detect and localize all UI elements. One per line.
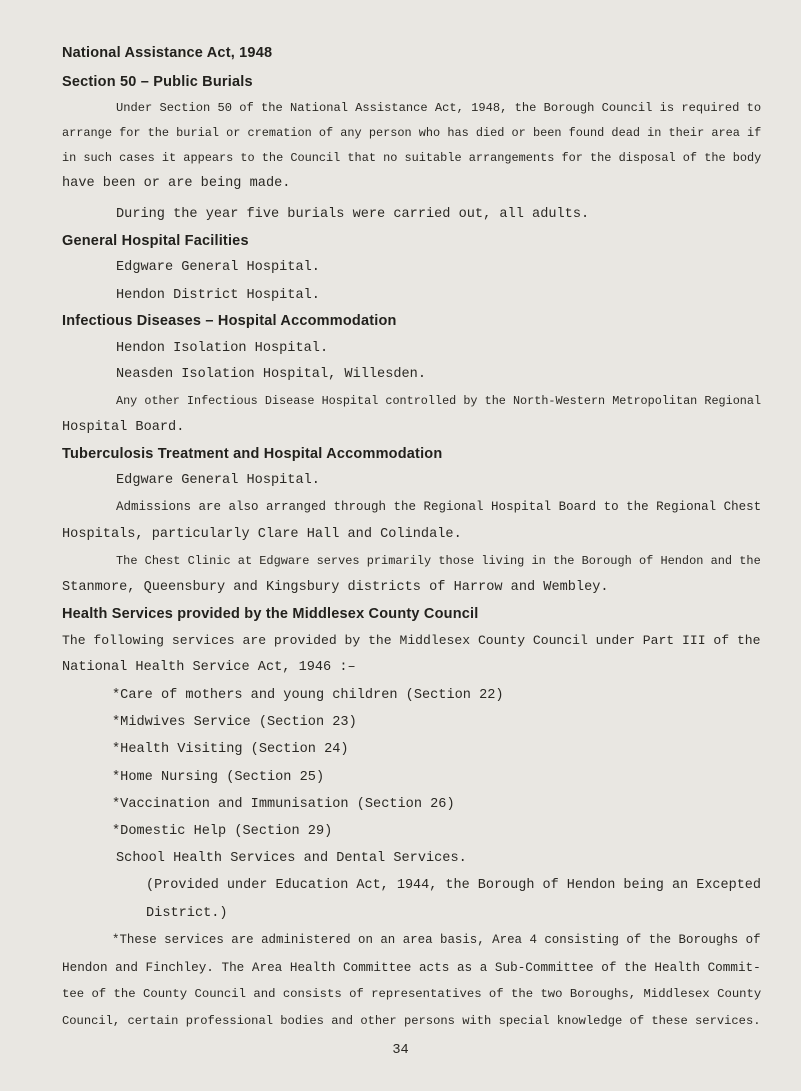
tb-hospital-item: Edgware General Hospital. xyxy=(116,473,320,488)
footnote-line: *These services are administered on an area basis, Area 4 consisting of the Boroughs of xyxy=(112,933,761,947)
section50-para-line: arrange for the burial or cremation of any person who has died or been found dead in their area if xyxy=(62,126,762,140)
general-hospital-item: Hendon District Hospital. xyxy=(116,288,320,303)
tb-para-line: Stanmore, Queensbury and Kingsbury districts of Harrow and Wembley. xyxy=(62,580,609,595)
footnote-line: Hendon and Finchley. The Area Health Committee acts as a Sub-Committee of the Health Commit- xyxy=(62,960,761,975)
infectious-para-line: Hospital Board. xyxy=(62,420,185,435)
tb-para-line: Admissions are also arranged through the Regional Hospital Board to the Regional Chest xyxy=(116,500,762,514)
burials-statement: During the year five burials were carried out, all adults. xyxy=(116,207,590,222)
infectious-hospital-item: Hendon Isolation Hospital. xyxy=(116,341,329,356)
service-item: *Domestic Help (Section 29) xyxy=(112,824,333,839)
infectious-para-line: Any other Infectious Disease Hospital controlled by the North-Western Metropolitan Regional xyxy=(116,394,762,408)
education-note-line: (Provided under Education Act, 1944, the Borough of Hendon being an Excepted xyxy=(146,878,761,893)
service-item: *Home Nursing (Section 25) xyxy=(112,770,325,785)
section50-para-line: have been or are being made. xyxy=(62,176,291,191)
tb-para-line: The Chest Clinic at Edgware serves primarily those living in the Borough of Hendon and the xyxy=(116,554,761,568)
health-intro-line: The following services are provided by the Middlesex County Council under Part III of the xyxy=(62,633,761,648)
general-hospital-item: Edgware General Hospital. xyxy=(116,260,320,275)
education-note-line: District.) xyxy=(146,906,228,921)
service-item: *Care of mothers and young children (Section 22) xyxy=(112,688,504,703)
service-item: *Midwives Service (Section 23) xyxy=(112,715,357,730)
service-item: *Vaccination and Immunisation (Section 26) xyxy=(112,797,455,812)
heading-infectious-diseases: Infectious Diseases – Hospital Accommodation xyxy=(62,313,397,329)
section50-para-line: Under Section 50 of the National Assistance Act, 1948, the Borough Council is required to xyxy=(116,101,762,115)
footnote-line: Council, certain professional bodies and other persons with special knowledge of these services. xyxy=(62,1014,761,1028)
heading-health-services: Health Services provided by the Middlesex County Council xyxy=(62,606,479,622)
heading-general-hospital-facilities: General Hospital Facilities xyxy=(62,233,249,249)
page-number: 34 xyxy=(392,1043,409,1058)
section50-para-line: in such cases it appears to the Council that no suitable arrangements for the disposal of the body xyxy=(62,151,762,165)
footnote-line: tee of the County Council and consists of representatives of the two Boroughs, Middlesex County xyxy=(62,987,762,1001)
health-intro-line: National Health Service Act, 1946 :– xyxy=(62,660,356,675)
heading-section-50: Section 50 – Public Burials xyxy=(62,74,253,90)
heading-national-assistance-act: National Assistance Act, 1948 xyxy=(62,45,273,61)
heading-tuberculosis: Tuberculosis Treatment and Hospital Accommodation xyxy=(62,446,443,462)
service-item: *Health Visiting (Section 24) xyxy=(112,742,349,757)
tb-para-line: Hospitals, particularly Clare Hall and Colindale. xyxy=(62,527,462,542)
service-item: School Health Services and Dental Services. xyxy=(116,851,467,866)
infectious-hospital-item: Neasden Isolation Hospital, Willesden. xyxy=(116,367,426,382)
